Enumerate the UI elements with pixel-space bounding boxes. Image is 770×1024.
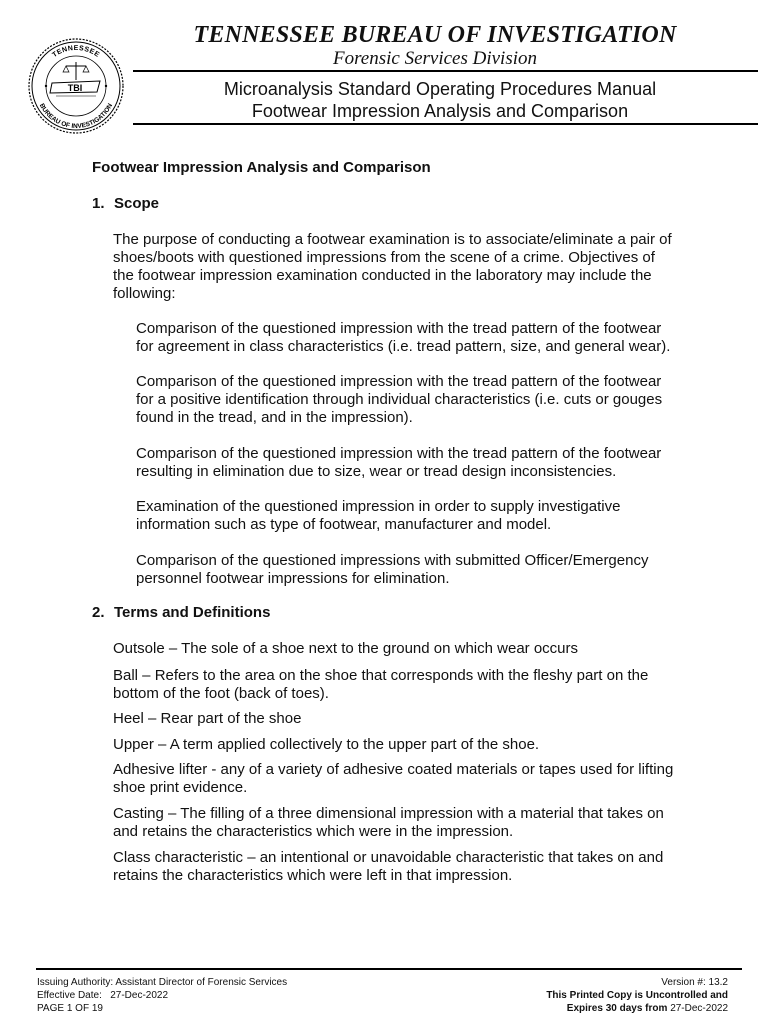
svg-text:TENNESSEE: [51, 45, 100, 59]
term-line: bottom of the foot (back of toes).: [113, 685, 329, 702]
term-line: Outsole – The sole of a shoe next to the ground on which wear occurs: [113, 640, 578, 657]
version-number: Version #: 13.2: [661, 977, 728, 988]
section-2-heading: [92, 604, 270, 621]
term-line: Heel – Rear part of the shoe: [113, 710, 302, 727]
objective-line: personnel footwear impressions for elimination.: [136, 570, 450, 587]
expiry-date: 27-Dec-2022: [670, 1003, 728, 1014]
term-line: retains the characteristics which were left in that impression.: [113, 867, 513, 884]
term-line: and retains the characteristics which were in the impression.: [113, 823, 514, 840]
manual-title-line-2: Footwear Impression Analysis and Comparison: [251, 101, 629, 121]
section-2-title: Terms and Definitions: [114, 604, 271, 621]
manual-title: [130, 78, 750, 122]
header-rule-top: [133, 70, 758, 72]
term-line: Ball – Refers to the area on the shoe that corresponds with the fleshy part on the: [113, 667, 649, 684]
objective-line: Comparison of the questioned impression with the tread pattern of the footwear: [136, 445, 662, 462]
expiry-notice: [546, 1002, 728, 1015]
term-line: Upper – A term applied collectively to the upper part of the shoe.: [113, 736, 540, 753]
term-casting: [113, 805, 703, 841]
footer-right: [546, 976, 728, 1015]
seal-ring-top: TENNESSEE: [51, 44, 101, 60]
effective-date-row: [37, 989, 287, 1002]
term-upper: [113, 736, 703, 754]
scope-intro: [113, 231, 693, 303]
objective-line: Examination of the questioned impression in order to supply investigative: [136, 498, 621, 515]
division-subtitle: Forensic Services Division: [332, 48, 538, 69]
uncontrolled-notice: This Printed Copy is Uncontrolled and: [546, 990, 728, 1001]
term-outsole: [113, 640, 703, 658]
objective-3: [136, 445, 696, 481]
section-1-number: 1.: [92, 195, 105, 212]
expiry-prefix: Expires 30 days from: [566, 1003, 668, 1014]
header-rule-bottom: [133, 123, 758, 125]
objective-line: found in the tread, and in the impression).: [136, 409, 413, 426]
scope-line: the footwear impression examination conducted in the laboratory may include the: [113, 267, 652, 284]
objective-5: [136, 552, 696, 588]
objective-line: Comparison of the questioned impression with the tread pattern of the footwear: [136, 373, 662, 390]
section-2-number: 2.: [92, 604, 105, 621]
scope-line: The purpose of conducting a footwear examination is to associate/eliminate a pair of: [113, 231, 672, 248]
objective-line: for agreement in class characteristics (i.e. tread pattern, size, and general wear).: [136, 338, 671, 355]
objective-1: [136, 320, 696, 356]
scope-line: shoes/boots with questioned impressions from the scene of a crime. Objectives of: [113, 249, 655, 266]
manual-title-line-1: Microanalysis Standard Operating Procedures Manual: [223, 79, 657, 99]
tbi-seal: [26, 36, 126, 136]
term-line: Casting – The filling of a three dimensional impression with a material that takes on: [113, 805, 664, 822]
term-line: shoe print evidence.: [113, 779, 248, 796]
objective-line: resulting in elimination due to size, wear or tread design inconsistencies.: [136, 463, 617, 480]
term-heel: [113, 710, 703, 728]
effective-date-label: Effective Date:: [37, 990, 102, 1001]
section-1-title: Scope: [114, 195, 160, 212]
scope-line: following:: [113, 285, 176, 302]
term-ball: [113, 667, 703, 703]
section-1-heading: [92, 195, 159, 212]
term-line: Adhesive lifter - any of a variety of adhesive coated materials or tapes used for lifting: [113, 761, 674, 778]
footer-rule: [36, 968, 742, 970]
objective-line: Comparison of the questioned impressions with submitted Officer/Emergency: [136, 552, 649, 569]
objective-2: [136, 373, 696, 427]
agency-title: TENNESSEE BUREAU OF INVESTIGATION: [193, 22, 677, 48]
objective-line: information such as type of footwear, manufacturer and model.: [136, 516, 552, 533]
term-line: Class characteristic – an intentional or unavoidable characteristic that takes on and: [113, 849, 664, 866]
page-number: PAGE 1 OF 19: [37, 1003, 103, 1014]
effective-date-value: 27-Dec-2022: [110, 990, 169, 1001]
objective-4: [136, 498, 696, 534]
term-adhesive-lifter: [113, 761, 703, 797]
term-class-characteristic: [113, 849, 703, 885]
seal-ring-bottom: BUREAU OF INVESTIGATION: [37, 102, 115, 131]
document-title: Footwear Impression Analysis and Comparison: [92, 159, 431, 176]
objective-line: Comparison of the questioned impression with the tread pattern of the footwear: [136, 320, 662, 337]
objective-line: for a positive identification through individual characteristics (i.e. cuts or gouges: [136, 391, 663, 408]
seal-center-text: TBI: [67, 83, 83, 93]
issuing-authority: Issuing Authority: Assistant Director of Forensic Services: [37, 977, 288, 988]
footer-left: [37, 976, 287, 1015]
